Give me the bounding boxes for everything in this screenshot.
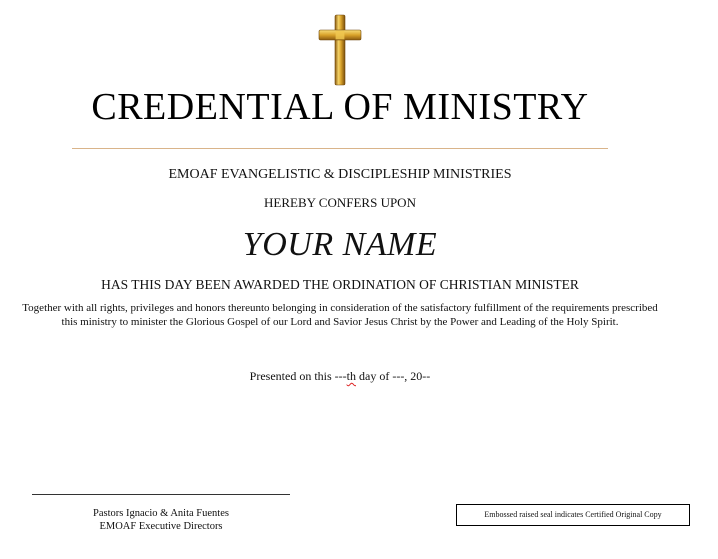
title-divider [72,148,608,149]
organization-name: EMOAF EVANGELISTIC & DISCIPLESHIP MINISTRIES [168,167,512,182]
signature-line [32,494,290,495]
signatory-role: EMOAF Executive Directors [99,521,223,532]
recipient-name[interactable]: YOUR NAME [242,226,438,263]
signature-block [32,507,290,533]
presented-ordinal-suffix: th [346,369,356,383]
signatory-names: Pastors Ignacio & Anita Fuentes [93,508,229,519]
seal-note-box: Embossed raised seal indicates Certified Original Copy [456,504,690,526]
presented-prefix: Presented on this --- [249,369,347,383]
certificate-body-text: Together with all rights, privileges and honors thereunto belonging in consideration of the satisfactory fulfillment of the requirements prescribed this ministry to minister the Glorious Gospel of our Lord and Savior Jesus Christ by the Power and Leading of the Holy Spirit. [22,302,658,328]
presented-date-line [0,368,680,384]
gold-cross-icon [317,14,363,86]
presented-rest: day of ---, 20-- [356,369,431,383]
award-line: HAS THIS DAY BEEN AWARDED THE ORDINATION OF CHRISTIAN MINISTER [101,277,579,292]
confers-line: HEREBY CONFERS UPON [264,195,416,210]
certificate-title: CREDENTIAL OF MINISTRY [91,86,589,128]
